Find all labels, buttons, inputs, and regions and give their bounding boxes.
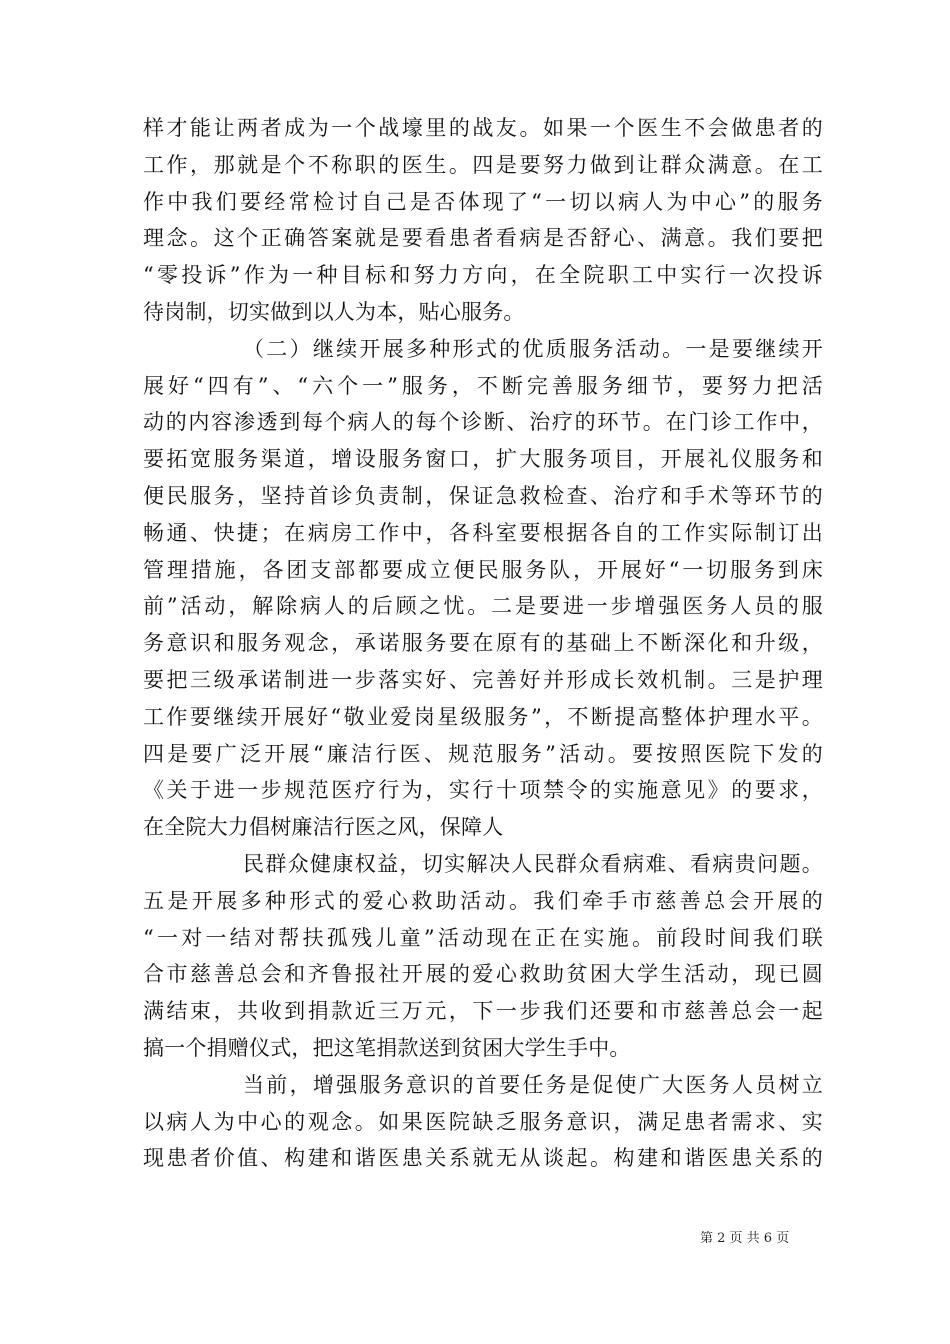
text-line: 畅通、快捷；在病房工作中，各科室要根据各自的工作实际制订出 [143,520,823,545]
text-line: 前”活动，解除病人的后顾之忧。二是要进一步增强医务人员的服 [143,594,823,619]
text-line: 展好“四有”、“六个一”服务，不断完善服务细节，要努力把活 [143,373,823,398]
text-line: 四是要广泛开展“廉洁行医、规范服务”活动。要按照医院下发的 [143,741,823,766]
text-line-indented: （二）继续开展多种形式的优质服务活动。一是要继续开 [243,336,823,361]
text-line: 工作，那就是个不称职的医生。四是要努力做到让群众满意。在工 [143,152,823,177]
text-line-indented: 当前，增强服务意识的首要任务是促使广大医务人员树立 [243,1072,823,1097]
text-line: 要把三级承诺制进一步落实好、完善好并形成长效机制。三是护理 [143,667,823,692]
text-line: 搞一个捐赠仪式，把这笔捐款送到贫困大学生手中。 [143,1035,631,1060]
text-line-indented: 民群众健康权益，切实解决人民群众看病难、看病贵问题。 [243,851,823,876]
text-line: “零投诉”作为一种目标和努力方向，在全院职工中实行一次投诉 [143,263,823,288]
text-line: 样才能让两者成为一个战壕里的战友。如果一个医生不会做患者的 [143,116,823,140]
text-line: 在全院大力倡树廉洁行医之风，保障人 [143,815,504,840]
document-body [143,110,823,1177]
text-line: “一对一结对帮扶孤残儿童”活动现在正在实施。前段时间我们联 [143,925,823,950]
text-line: 便民服务，坚持首诊负责制，保证急救检查、治疗和手术等环节的 [143,483,823,508]
text-line: 务意识和服务观念，承诺服务要在原有的基础上不断深化和升级， [143,631,823,656]
text-line: 要拓宽服务渠道，增设服务窗口，扩大服务项目，开展礼仪服务和 [143,447,823,472]
text-line: 管理措施，各团支部都要成立便民服务队，开展好“一切服务到床 [143,557,823,582]
text-line: 理念。这个正确答案就是要看患者看病是否舒心、满意。我们要把 [143,226,823,251]
text-line: 满结束，共收到捐款近三万元，下一步我们还要和市慈善总会一起 [143,999,823,1024]
text-line: 作中我们要经常检讨自己是否体现了“一切以病人为中心”的服务 [143,189,823,214]
text-line: 以病人为中心的观念。如果医院缺乏服务意识，满足患者需求、实 [143,1109,823,1134]
text-line: 合市慈善总会和齐鲁报社开展的爱心救助贫困大学生活动，现已圆 [143,962,823,987]
text-line: 现患者价值、构建和谐医患关系就无从谈起。构建和谐医患关系的 [143,1146,823,1171]
text-line: 动的内容渗透到每个病人的每个诊断、治疗的环节。在门诊工作中， [143,410,823,435]
text-line: 《关于进一步规范医疗行为，实行十项禁令的实施意见》的要求， [143,778,823,803]
page-number-footer: 第 2 页 共 6 页 [700,1231,790,1246]
text-line: 工作要继续开展好“敬业爱岗星级服务”，不断提高整体护理水平。 [143,704,823,729]
text-line: 五是开展多种形式的爱心救助活动。我们牵手市慈善总会开展的 [143,888,823,913]
text-line: 待岗制，切实做到以人为本，贴心服务。 [143,299,525,324]
